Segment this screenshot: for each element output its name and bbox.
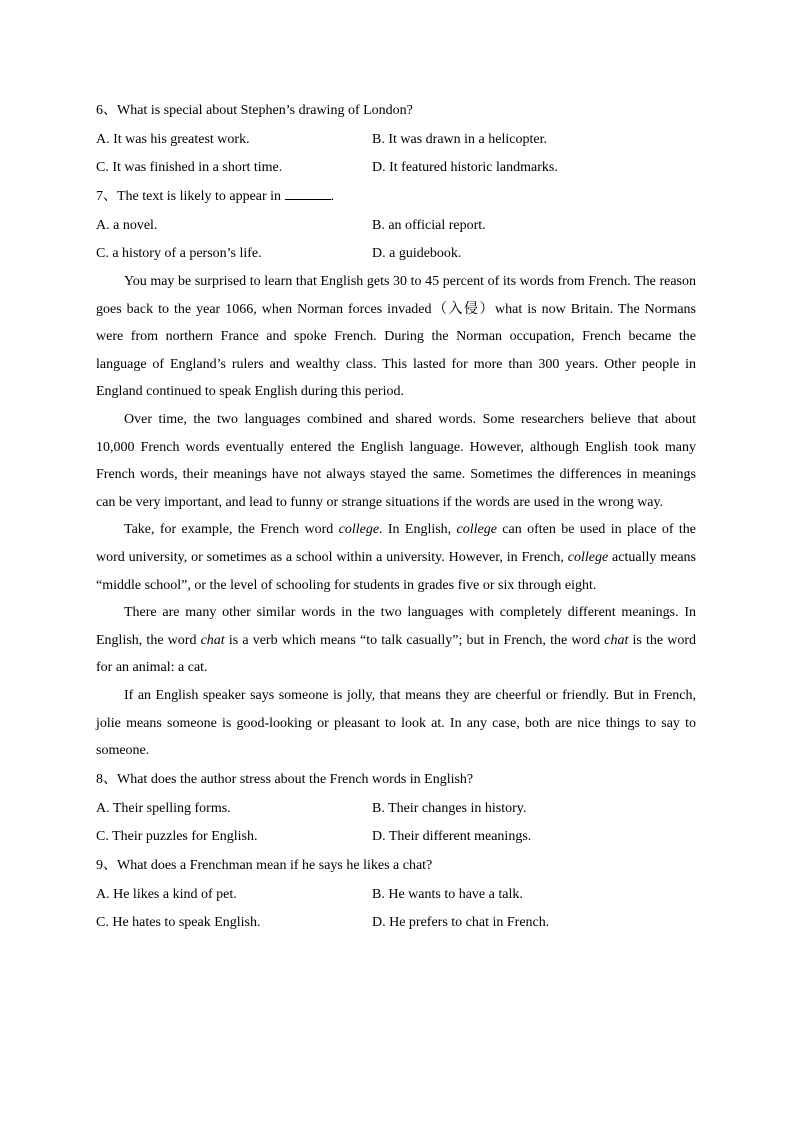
- option-6b: B. It was drawn in a helicopter.: [372, 132, 547, 147]
- question-9-options-row-1: [96, 881, 696, 909]
- question-8-options-row-2: [96, 823, 696, 851]
- question-8-stem: 8、What does the author stress about the French words in English?: [96, 771, 474, 787]
- p3-term-college: college: [567, 549, 609, 565]
- p4-term-chat: chat: [200, 632, 225, 648]
- option-8a: A. Their spelling forms.: [96, 800, 231, 816]
- p3-text-c: . In English,: [379, 522, 457, 538]
- passage-paragraph-1: You may be surprised to learn that English gets 30 to 45 percent of its words from French. The reason goes back to the year 1066, when Norman forces invaded（入侵）what is now Britain. The Normans were from northern France and spoke French. During the Norman occupation, French became the language of England’s rulers and wealthy class. This lasted for more than 300 years. Other people in England continued to speak English during this period.: [96, 274, 696, 400]
- p3-text-a: Take, for example, the French word: [124, 522, 339, 538]
- question-8-options-row-1: [96, 795, 696, 823]
- p3-term-college: college: [456, 522, 497, 538]
- option-9c: C. He hates to speak English.: [96, 914, 261, 930]
- question-7-stem-end: .: [330, 189, 335, 204]
- question-7-options-row-2: [96, 240, 696, 268]
- question-7-stem-text: 7、The text is likely to appear in: [96, 189, 285, 204]
- passage-paragraph-4: [96, 599, 696, 682]
- p3-text-g: actually means “middle school”, or the level of schooling for students in grades five or six through eight.: [96, 549, 697, 593]
- exam-page: [96, 96, 696, 937]
- option-8b: B. Their changes in history.: [372, 800, 527, 816]
- p4-term-chat: chat: [604, 632, 629, 648]
- question-9-options-row-2: [96, 909, 696, 937]
- p3-term-college: college: [338, 522, 380, 538]
- option-7d: D. a guidebook.: [372, 246, 462, 261]
- question-6-options-row-1: [96, 126, 696, 154]
- passage-paragraph-5: If an English speaker says someone is jolly, that means they are cheerful or friendly. But in French, jolie means someone is good-looking or pleasant to look at. In any case, both are nice things to say to someone.: [96, 687, 696, 759]
- p4-text-c: is a verb which means “to talk casually”; but in French, the word: [224, 632, 605, 648]
- option-8d: D. Their different meanings.: [372, 828, 532, 844]
- option-9d: D. He prefers to chat in French.: [372, 914, 550, 930]
- question-9-stem: 9、What does a Frenchman mean if he says he likes a chat?: [96, 857, 433, 873]
- option-9b: B. He wants to have a talk.: [372, 886, 523, 902]
- question-7-options-row-1: [96, 212, 696, 240]
- answer-blank: [285, 183, 331, 200]
- p4-text-e: is the word for an animal: a cat.: [96, 632, 696, 676]
- question-7-stem: [96, 182, 696, 212]
- p4-text-a: There are many other similar words in the two languages with completely different meanings. In English, the word: [96, 605, 696, 648]
- option-6c: C. It was finished in a short time.: [96, 160, 283, 175]
- passage-paragraph-3: [96, 516, 696, 599]
- p3-text-e: can often be used in place of the word university, or sometimes as a school within a university. However, in French,: [96, 522, 697, 565]
- option-7c: C. a history of a person’s life.: [96, 246, 262, 261]
- question-6-options-row-2: [96, 154, 696, 182]
- option-7b: B. an official report.: [372, 218, 486, 233]
- passage-paragraph-2: Over time, the two languages combined and shared words. Some researchers believe that about 10,000 French words eventually entered the English language. However, although English took many French words, their meanings have not always stayed the same. Sometimes the differences in meanings can be very important, and lead to funny or strange situations if the words are used in the wrong way.: [96, 411, 696, 510]
- question-6-stem: 6、What is special about Stephen’s drawing of London?: [96, 103, 413, 118]
- option-6a: A. It was his greatest work.: [96, 132, 250, 147]
- option-8c: C. Their puzzles for English.: [96, 828, 258, 844]
- option-7a: A. a novel.: [96, 218, 158, 233]
- option-9a: A. He likes a kind of pet.: [96, 886, 237, 902]
- option-6d: D. It featured historic landmarks.: [372, 160, 558, 175]
